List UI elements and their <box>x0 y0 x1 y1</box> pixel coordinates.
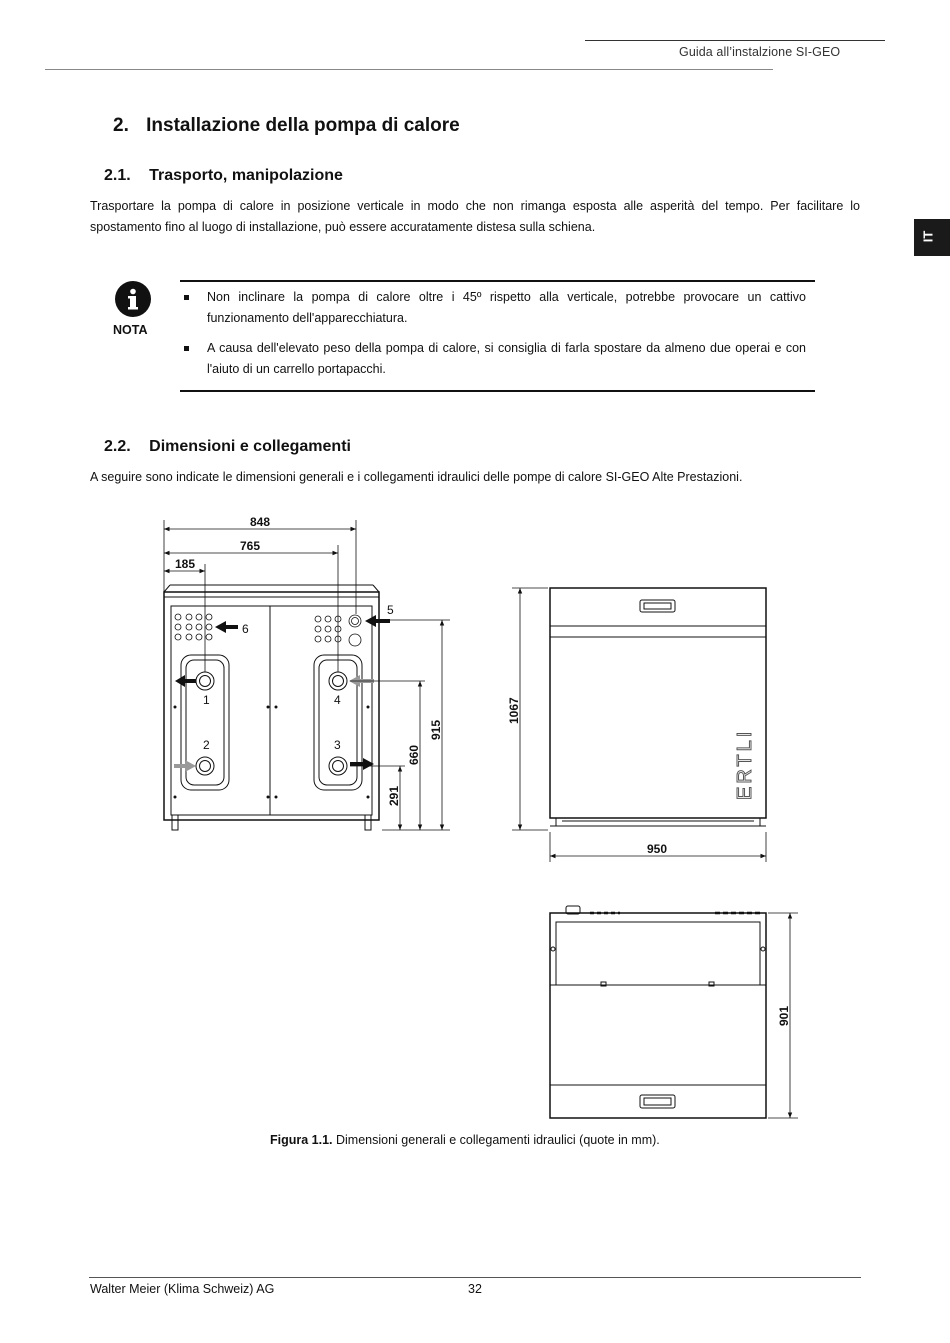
dim-915: 915 <box>429 719 443 740</box>
brand-logo: ERTLI <box>734 728 756 800</box>
subsection-2-1-number: 2.1. <box>104 167 131 184</box>
section-title <box>113 115 460 137</box>
note-box <box>180 280 815 392</box>
connection-5: 5 <box>387 603 394 617</box>
section-title-text: Installazione della pompa di calore <box>146 115 460 136</box>
bullet-icon <box>184 346 189 351</box>
dim-950: 950 <box>647 842 668 856</box>
dim-765: 765 <box>240 539 261 553</box>
body-line-1: Trasportare la pompa di calore in posizione verticale in modo che non rimanga esposta alle asperità del tempo. Per facilitare lo <box>90 199 860 213</box>
note-label: NOTA <box>113 323 148 337</box>
body-line-2: spostamento fino al luogo di installazione, può essere accuratamente distesa sulla schiena. <box>90 220 596 234</box>
connection-2: 2 <box>203 738 210 752</box>
dim-848: 848 <box>250 515 271 529</box>
dim-291: 291 <box>387 785 401 806</box>
connection-1: 1 <box>203 693 210 707</box>
bullet-icon <box>184 295 189 300</box>
subsection-2-2-text: Dimensioni e collegamenti <box>149 438 351 455</box>
section-number: 2. <box>113 115 129 136</box>
info-icon-glyph <box>115 281 151 317</box>
subsection-2-1-text: Trasporto, manipolazione <box>149 167 343 184</box>
subsection-2-1-title <box>104 167 343 185</box>
info-icon <box>115 281 151 317</box>
dim-1067: 1067 <box>507 697 521 724</box>
note-item-1-text: Non inclinare la pompa di calore oltre i 45º rispetto alla verticale, potrebbe provocare un cattivo funzionamento dell'apparecchiatura. <box>207 290 806 325</box>
connection-6: 6 <box>242 622 249 636</box>
footer-company: Walter Meier (Klima Schweiz) AG <box>90 1282 275 1296</box>
note-item-2-text: A causa dell'elevato peso della pompa di calore, si consiglia di farla spostare da almeno due operai e con l'aiuto di un carrello portapacchi. <box>207 341 806 376</box>
header-rule-bottom <box>45 69 773 70</box>
dim-901: 901 <box>777 1005 791 1026</box>
technical-drawing <box>0 500 950 1130</box>
figure-caption-text: Dimensioni generali e collegamenti idraulici (quote in mm). <box>332 1133 660 1147</box>
dim-660: 660 <box>407 744 421 765</box>
connection-4: 4 <box>334 693 341 707</box>
language-tab-label: IT <box>920 230 936 243</box>
note-item <box>184 338 806 380</box>
front-view <box>164 585 390 830</box>
figure-caption <box>270 1133 660 1147</box>
subsection-2-2-number: 2.2. <box>104 438 131 455</box>
subsection-2-2-title <box>104 438 351 456</box>
dim-185: 185 <box>175 557 196 571</box>
header-title: Guida all’instalzione SI-GEO <box>679 45 841 59</box>
top-view <box>550 906 766 1118</box>
connection-3: 3 <box>334 738 341 752</box>
footer-rule <box>89 1277 861 1278</box>
subsection-2-2-body: A seguire sono indicate le dimensioni generali e i collegamenti idraulici delle pompe di calore SI-GEO Alte Prestazioni. <box>90 470 743 484</box>
subsection-2-1-body <box>90 196 860 238</box>
front-dimensions <box>164 520 450 830</box>
page-number: 32 <box>468 1282 482 1296</box>
figure-label: Figura 1.1. <box>270 1133 333 1147</box>
language-tab <box>914 219 950 256</box>
header-rule-top <box>585 40 885 41</box>
note-item <box>184 287 806 329</box>
